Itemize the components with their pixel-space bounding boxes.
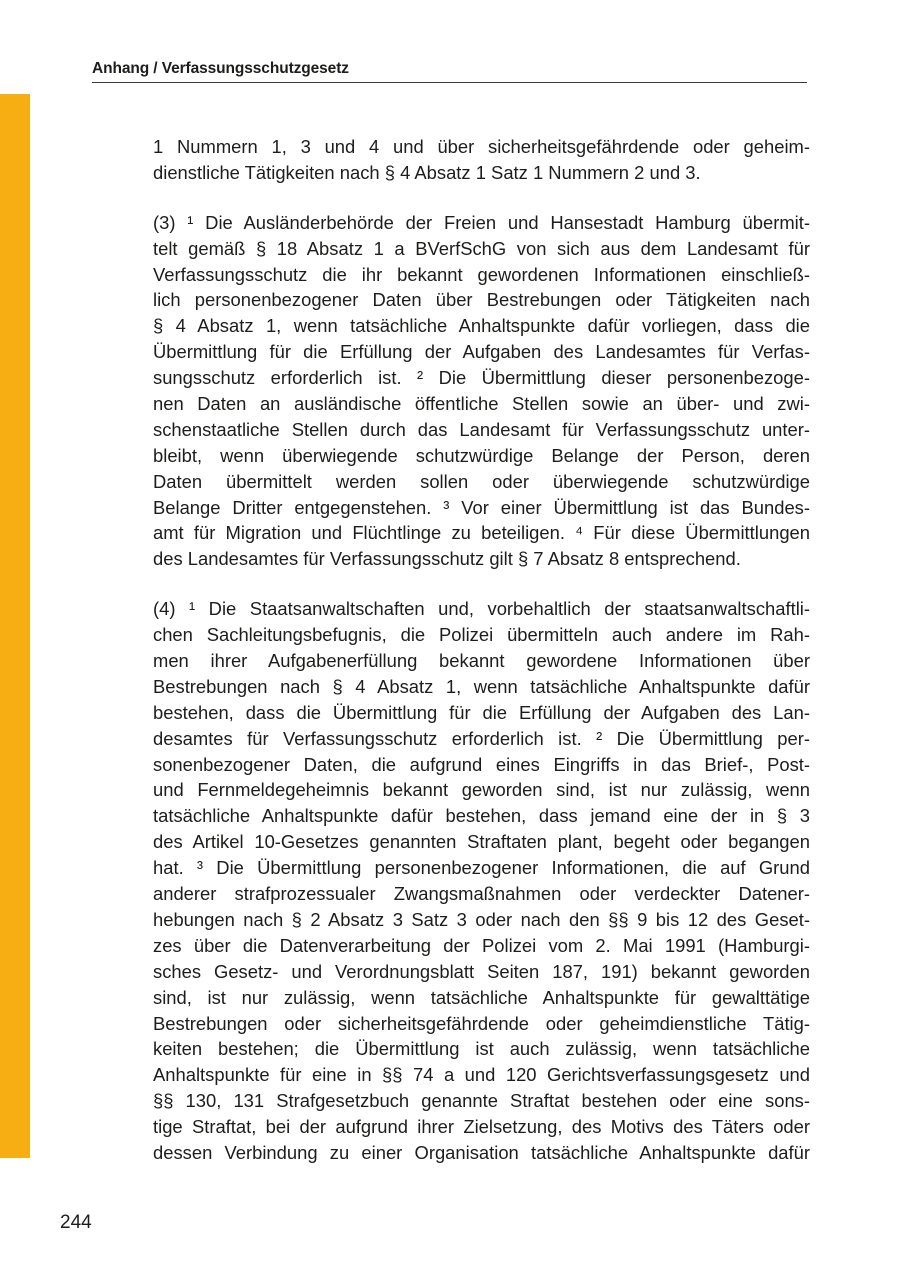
text-line: (4) ¹ Die Staatsanwaltschaften und, vorbehaltlich der staatsanwaltschaftli- — [153, 598, 810, 620]
text-line: sind, ist nur zulässig, wenn tatsächliche Anhaltspunkte für gewalttätige — [153, 986, 810, 1008]
page-number: 244 — [60, 1212, 92, 1233]
text-line: hat. ³ Die Übermittlung personenbezogener Informationen, die auf Grund — [153, 857, 810, 879]
text-line: dienstliche Tätigkeiten nach § 4 Absatz 1 Satz 1 Nummern 2 und 3. — [153, 161, 701, 183]
text-line: bestehen, dass die Übermittlung für die Erfüllung der Aufgaben des Lan- — [153, 701, 810, 723]
text-line: lich personenbezogener Daten über Bestrebungen oder Tätigkeiten nach — [153, 289, 810, 311]
text-line: men ihrer Aufgabenerfüllung bekannt gewordene Informationen über — [153, 650, 810, 672]
text-line: des Landesamtes für Verfassungsschutz gilt § 7 Absatz 8 entsprechend. — [153, 548, 741, 570]
text-line: amt für Migration und Flüchtlinge zu beteiligen. ⁴ Für diese Übermittlungen — [153, 522, 810, 544]
text-line: Bestrebungen nach § 4 Absatz 1, wenn tatsächliche Anhaltspunkte dafür — [153, 675, 810, 697]
running-head: Anhang / Verfassungsschutzgesetz — [92, 60, 807, 83]
text-line: Anhaltspunkte für eine in §§ 74 a und 120 Gerichtsverfassungsgesetz und — [153, 1064, 810, 1086]
text-line: hebungen nach § 2 Absatz 3 Satz 3 oder nach den §§ 9 bis 12 des Geset- — [153, 908, 810, 930]
text-line: bleibt, wenn überwiegende schutzwürdige Belange der Person, deren — [153, 444, 810, 466]
text-line: keiten bestehen; die Übermittlung ist auch zulässig, wenn tatsächliche — [153, 1038, 810, 1060]
text-line: des Artikel 10-Gesetzes genannten Straftaten plant, begeht oder begangen — [153, 831, 810, 853]
text-line: telt gemäß § 18 Absatz 1 a BVerfSchG von sich aus dem Landesamt für — [153, 237, 810, 259]
text-line: Daten übermittelt werden sollen oder überwiegende schutzwürdige — [153, 470, 810, 492]
text-line: dessen Verbindung zu einer Organisation tatsächliche Anhaltspunkte dafür — [153, 1141, 810, 1163]
paragraph-section-3 — [153, 210, 810, 572]
text-line: Bestrebungen oder sicherheitsgefährdende oder geheimdienstliche Tätig- — [153, 1012, 810, 1034]
text-line: 1 Nummern 1, 3 und 4 und über sicherheitsgefährdende oder geheim- — [153, 136, 810, 157]
text-line: Verfassungsschutz die ihr bekannt gewordenen Informationen einschließ- — [153, 263, 810, 285]
text-line: sungsschutz erforderlich ist. ² Die Übermittlung dieser personenbezoge- — [153, 367, 810, 389]
text-line: anderer strafprozessualer Zwangsmaßnahmen oder verdeckter Datener- — [153, 883, 810, 905]
text-line: zes über die Datenverarbeitung der Polizei vom 2. Mai 1991 (Hamburgi- — [153, 934, 810, 956]
text-line: (3) ¹ Die Ausländerbehörde der Freien und Hansestadt Hamburg übermit- — [153, 211, 810, 233]
text-line: §§ 130, 131 Strafgesetzbuch genannte Straftat bestehen oder eine sons- — [153, 1090, 810, 1112]
text-line: sches Gesetz- und Verordnungsblatt Seiten 187, 191) bekannt geworden — [153, 960, 810, 982]
text-line: desamtes für Verfassungsschutz erforderlich ist. ² Die Übermittlung per- — [153, 727, 810, 749]
text-line: sonenbezogener Daten, die aufgrund eines Eingriffs in das Brief-, Post- — [153, 753, 810, 775]
body-text — [153, 134, 810, 1190]
text-line: tatsächliche Anhaltspunkte dafür bestehen, dass jemand eine der in § 3 — [153, 805, 810, 827]
text-line: Übermittlung für die Erfüllung der Aufgaben des Landesamtes für Verfas- — [153, 341, 810, 363]
text-line: chen Sachleitungsbefugnis, die Polizei übermitteln auch andere im Rah- — [153, 624, 810, 646]
chapter-color-bar — [0, 94, 30, 1158]
text-line: schenstaatliche Stellen durch das Landesamt für Verfassungsschutz unter- — [153, 418, 810, 440]
text-line: tige Straftat, bei der aufgrund ihrer Zielsetzung, des Motivs des Täters oder — [153, 1116, 810, 1138]
text-line: Belange Dritter entgegenstehen. ³ Vor einer Übermittlung ist das Bundes- — [153, 496, 810, 518]
text-line: nen Daten an ausländische öffentliche Stellen sowie an über- und zwi- — [153, 393, 810, 415]
paragraph-continuation — [153, 134, 810, 186]
text-line: § 4 Absatz 1, wenn tatsächliche Anhaltspunkte dafür vorliegen, dass die — [153, 315, 810, 337]
text-line: und Fernmeldegeheimnis bekannt geworden sind, ist nur zulässig, wenn — [153, 779, 810, 801]
paragraph-section-4 — [153, 596, 810, 1166]
